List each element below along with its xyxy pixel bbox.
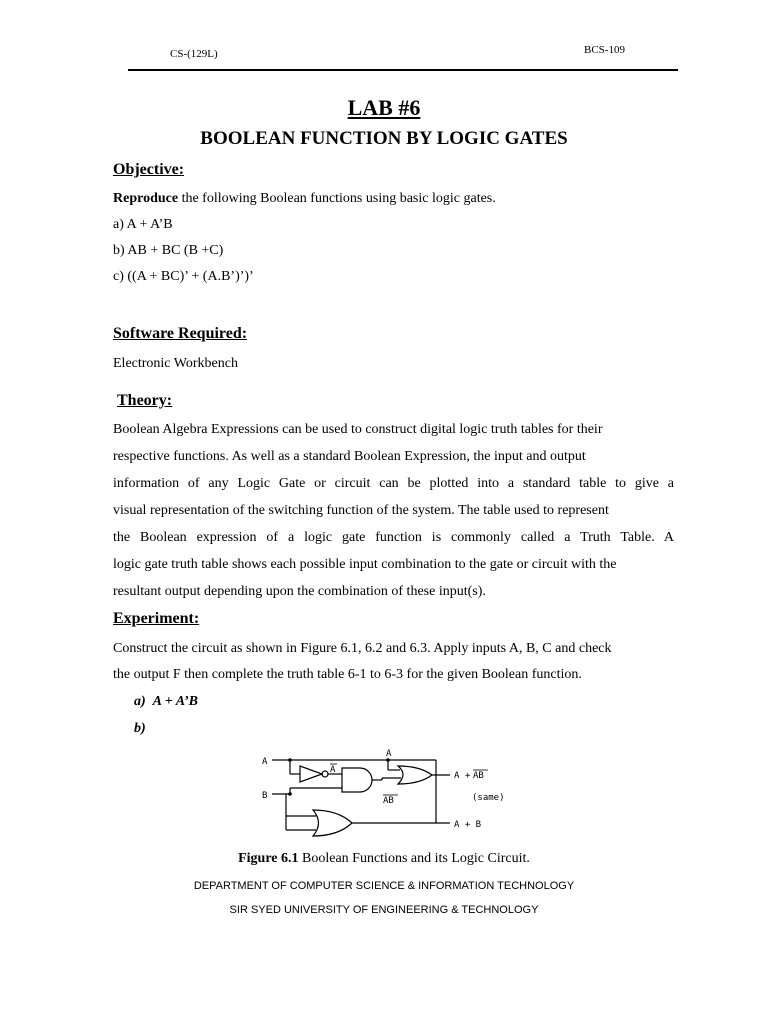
not-gate: [300, 766, 322, 782]
logic-circuit-figure: [258, 748, 528, 838]
header-rule: [128, 69, 678, 71]
figure-caption-text: Boolean Functions and its Logic Circuit.: [298, 851, 530, 866]
figure-caption: [0, 851, 768, 867]
objective-intro-rest: the following Boolean functions using basic logic gates.: [178, 191, 496, 206]
lab-title: LAB #6: [347, 95, 421, 120]
junction-b: [288, 792, 292, 796]
theory-line: Boolean Algebra Expressions can be used to construct digital logic truth tables for their: [113, 422, 603, 437]
software-heading: Software Required:: [113, 325, 248, 342]
objective-item: a) A + A’B: [113, 217, 173, 232]
theory-line: visual representation of the switching function of the system. The table used to represent: [113, 503, 609, 518]
experiment-heading: Experiment:: [113, 610, 200, 627]
footer-university: SIR SYED UNIVERSITY OF ENGINEERING & TECHNOLOGY: [229, 904, 539, 916]
item-b-label: b): [134, 721, 146, 736]
software-text: Electronic Workbench: [113, 356, 238, 371]
item-a-expression: A + A’B: [152, 694, 198, 709]
label-out1-ab: AB: [473, 771, 484, 781]
objective-item: b) AB + BC (B +C): [113, 243, 224, 258]
experiment-item-a: [134, 694, 198, 710]
objective-intro: [113, 191, 496, 207]
label-b-input: B: [262, 791, 268, 801]
label-same: (same): [472, 793, 505, 803]
label-out1-plus: +: [465, 771, 471, 781]
page-title: BOOLEAN FUNCTION BY LOGIC GATES: [200, 128, 568, 149]
theory-heading: Theory:: [117, 392, 173, 409]
footer-department: DEPARTMENT OF COMPUTER SCIENCE & INFORMATION TECHNOLOGY: [193, 880, 575, 892]
experiment-line: Construct the circuit as shown in Figure 6.1, 6.2 and 6.3. Apply inputs A, B, C and check: [113, 641, 612, 656]
objective-item: c) ((A + BC)’ + (A.B’)’)’: [113, 269, 254, 284]
label-ab-bar: AB: [383, 796, 394, 806]
experiment-item-b: [134, 721, 146, 737]
theory-line: respective functions. As well as a standard Boolean Expression, the input and output: [113, 449, 586, 464]
label-a-input: A: [262, 757, 268, 767]
or-gate-2: [313, 810, 352, 836]
figure-caption-label: Figure 6.1: [238, 851, 299, 866]
header-course-id: BCS-109: [584, 44, 625, 56]
label-a-bar: A: [330, 765, 336, 775]
item-a-label: a): [134, 694, 146, 709]
label-a-top: A: [386, 749, 392, 759]
objective-intro-bold: Reproduce: [113, 191, 179, 206]
junction-a: [288, 758, 292, 762]
header-course-code: CS-(129L): [170, 48, 218, 60]
theory-line: resultant output depending upon the combination of these input(s).: [113, 584, 486, 599]
theory-line: information of any Logic Gate or circuit can be plotted into a standard table to give a: [113, 476, 674, 491]
or-gate-1: [398, 766, 432, 784]
theory-line: the Boolean expression of a logic gate function is commonly called a Truth Table. A: [113, 530, 674, 545]
logic-circuit-diagram: [258, 748, 528, 838]
label-out2: A + B: [454, 820, 482, 830]
label-out1-a: A: [454, 771, 460, 781]
objective-heading: Objective:: [113, 161, 185, 178]
experiment-line: the output F then complete the truth table 6-1 to 6-3 for the given Boolean function.: [113, 667, 582, 682]
theory-line: logic gate truth table shows each possible input combination to the gate or circuit with the: [113, 557, 617, 572]
and-gate: [342, 768, 372, 792]
